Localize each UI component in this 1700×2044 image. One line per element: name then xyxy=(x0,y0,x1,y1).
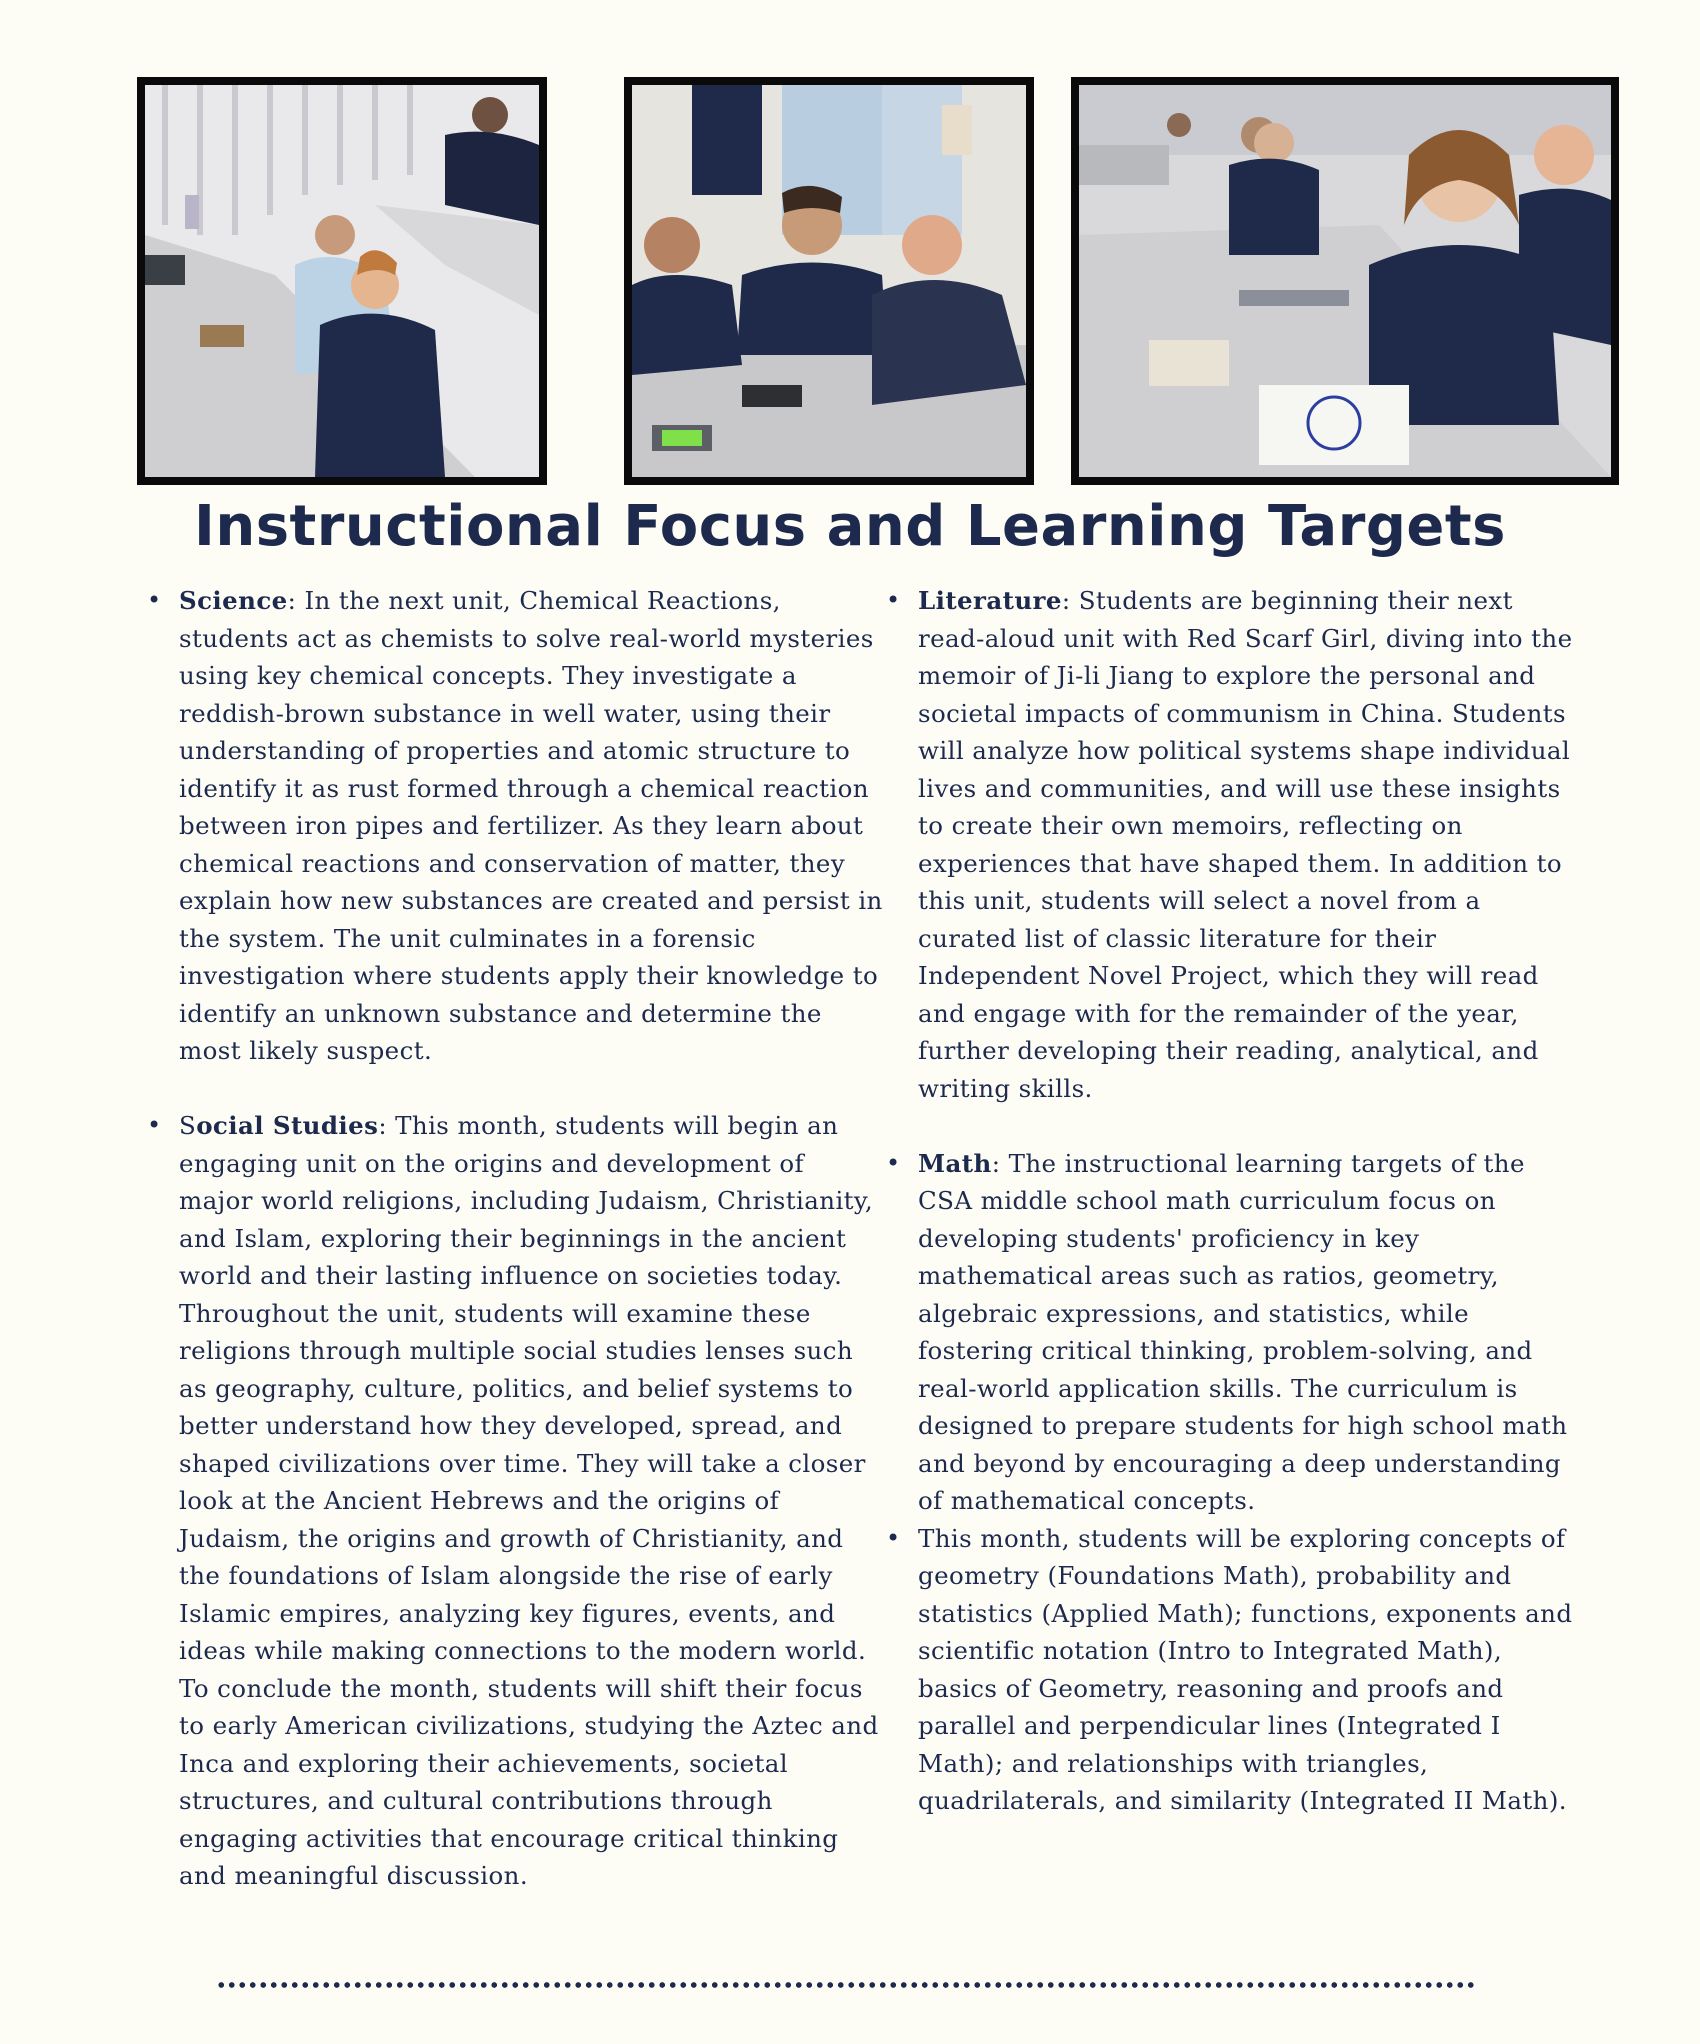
list-item-literature xyxy=(876,582,1576,1107)
classroom-photo-2-image xyxy=(632,85,1026,477)
list-item-math xyxy=(876,1145,1576,1520)
science-label: Science xyxy=(179,586,288,615)
social-studies-label-prefix: S xyxy=(179,1111,197,1140)
classroom-photo-1 xyxy=(137,77,547,485)
literature-label: Literature xyxy=(918,586,1062,615)
social-studies-label: ocial Studies xyxy=(196,1111,379,1140)
list-item-social-studies xyxy=(137,1107,883,1895)
classroom-photo-3 xyxy=(1071,77,1619,485)
dotted-divider xyxy=(216,1982,1476,1988)
math-text: : The instructional learning targets of the CSA middle school math curriculum focus on developing students' proficiency in key mathematical areas such as ratios, geometry, algebraic expressions, and statistics, while fostering critical thinking, problem-solving, and real-world application skills. The curriculum is designed to prepare students for high school math and beyond by encouraging a deep understanding of mathematical concepts. xyxy=(918,1148,1568,1515)
science-text: : In the next unit, Chemical Reactions, students act as chemists to solve real-world mysteries using key chemical concepts. They investigate a reddish-brown substance in well water, using their understanding of properties and atomic structure to identify it as rust formed through a chemical reaction between iron pipes and fertilizer. As they learn about chemical reactions and conservation of matter, they explain how new substances are created and persist in the system. The unit culminates in a forensic investigation where students apply their knowledge to identify an unknown substance and determine the most likely suspect. xyxy=(179,586,883,1065)
page-title: Instructional Focus and Learning Targets xyxy=(194,494,1506,559)
list-item-science xyxy=(137,582,883,1070)
right-column xyxy=(876,582,1576,1820)
left-column xyxy=(137,582,883,1895)
math-label: Math xyxy=(918,1148,992,1178)
classroom-photo-3-image xyxy=(1079,85,1611,477)
classroom-photo-1-image xyxy=(145,85,539,477)
list-item-math-this-month xyxy=(876,1520,1576,1820)
classroom-photo-2 xyxy=(624,77,1034,485)
social-studies-text: : This month, students will begin an engaging unit on the origins and development of major world religions, including Judaism, Christianity, and Islam, exploring their beginnings in the ancient world and their lasting influence on societies today. Throughout the unit, students will examine these religions through multiple social studies lenses such as geography, culture, politics, and belief systems to better understand how they developed, spread, and shaped civilizations over time. They will take a closer look at the Ancient Hebrews and the origins of Judaism, the origins and growth of Christianity, and the foundations of Islam alongside the rise of early Islamic empires, analyzing key figures, events, and ideas while making connections to the modern world. To conclude the month, students will shift their focus to early American civilizations, studying the Aztec and Inca and exploring their achievements, societal structures, and cultural contributions through engaging activities that encourage critical thinking and meaningful discussion. xyxy=(179,1111,879,1890)
math-this-month-text: This month, students will be exploring concepts of geometry (Foundations Math), probability and statistics (Applied Math); functions, exponents and scientific notation (Intro to Integrated Math), basics of Geometry, reasoning and proofs and parallel and perpendicular lines (Integrated I Math); and relationships with triangles, quadrilaterals, and similarity (Integrated II Math). xyxy=(918,1523,1573,1815)
literature-text: : Students are beginning their next read-aloud unit with Red Scarf Girl, diving into the memoir of Ji-li Jiang to explore the personal and societal impacts of communism in China. Students will analyze how political systems shape individual lives and communities, and will use these insights to create their own memoirs, reflecting on experiences that have shaped them. In addition to this unit, students will select a novel from a curated list of classic literature for their Independent Novel Project, which they will read and engage with for the remainder of the year, further developing their reading, analytical, and writing skills. xyxy=(918,586,1573,1103)
